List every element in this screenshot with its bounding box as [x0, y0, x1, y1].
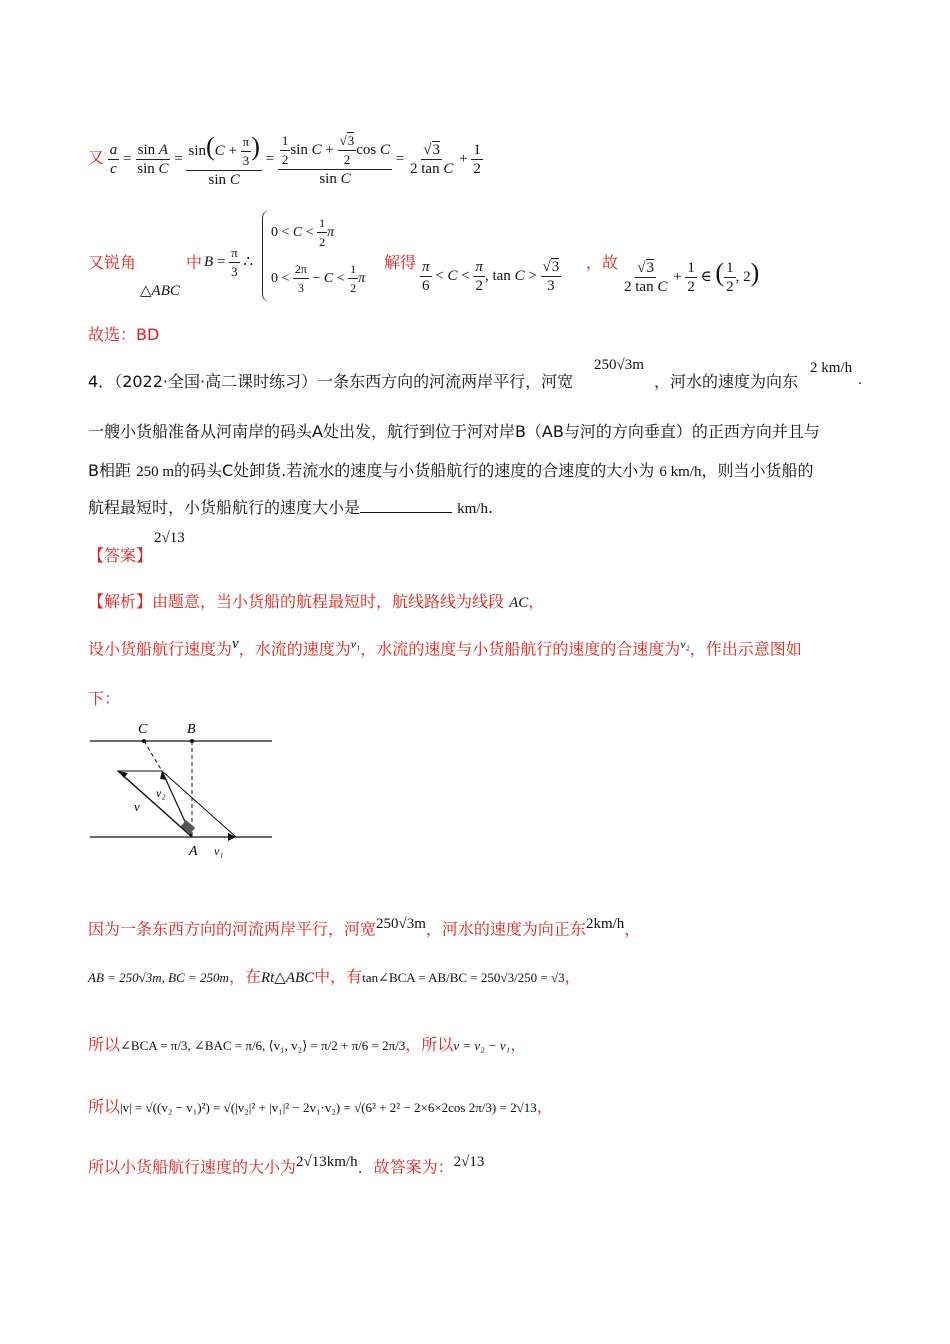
analysis-line-1: 【解析】由题意，当小货船的航程最短时，航线路线为线段 AC， [88, 592, 545, 611]
result-interval: $\frac{√3}{\text{2 tan C}}$ + $\frac{1}{2}$ ∈ ( $\frac{1}{2}$ , 2) [624, 258, 760, 296]
width-value: 250√3m [376, 916, 426, 932]
question-line-4: 航程最短时，小货船航行的速度大小是 km/h. [88, 498, 494, 517]
rt-triangle: Rt△ABC [260, 970, 315, 986]
frac-final: $\frac{√3}{\text{2 tan C}}$ [410, 142, 454, 178]
final-answer: 2√13 [453, 1154, 485, 1170]
answer-label: 【答案】 [88, 546, 153, 565]
result-range: $\frac{\pi}{6}$ < C < $\frac{\pi}{2}$ , tan C > $\frac{√3}{3}$ [422, 259, 560, 294]
gu-label: ，故 [586, 253, 619, 272]
label-c: C [138, 722, 148, 737]
jiede-label: 解得 [384, 253, 417, 272]
inequality-system [262, 210, 365, 302]
triangle-abc: △ABC [140, 283, 180, 299]
ratio-equation: 又 $\frac{a}{c}$ = $\frac{\text{sin A}}{\text{sin C}}$ = sin(C + $\frac{\pi}{3}$ ) sin C = $\frac{1}{2}$ sin C + $\frac{√3}{2}$ cos C sin C = $\frac{√3}{\text{2 tan C}}$ + $\frac{1}{2}$ [88, 132, 481, 189]
analysis-label: 【解析】 [88, 592, 153, 611]
you-label: 又 [88, 147, 105, 167]
frac-half: $\frac{1}{2}$ [473, 142, 481, 178]
analysis-line-6: 所以|v| = √((v₂ − v₁)²) = √(|v₂|² + |v₁|² − 2v₁·v₂) = √(6² + 2² − 2×6×2cos 2π/3) = 2√13， [88, 1097, 553, 1116]
river-diagram [88, 715, 274, 865]
system-line-2: 0 < $\frac{2\pi}{3}$ − C < $\frac{1}{2}$ π [271, 262, 366, 296]
question-line-1: 4．（2022·全国·高二课时练习）一条东西方向的河流两岸平行，河宽 [88, 372, 574, 391]
symbol-v1: v₁ [350, 637, 361, 651]
angles-equation: ∠BCA = π/3, ∠BAC = π/6, ⟨v₁, v₂⟩ = π/2 + π/6 = 2π/3 [120, 1038, 406, 1053]
analysis-line-3: 因为一条东西方向的河流两岸平行，河宽$^{250√3m}$，河水的速度为向正东$^{2km/h}$， [88, 916, 641, 939]
segment-ac: AC [509, 595, 529, 611]
label-a: A [189, 844, 198, 859]
frac-expanded: $\frac{1}{2}$ sin C + $\frac{√3}{2}$ cos C sin C [278, 132, 392, 188]
question-line-1b: ，河水的速度为向东 [654, 372, 799, 391]
question-source: （2022·全国·高二课时练习） [114, 372, 318, 391]
answer-value: 2√13 [154, 530, 185, 546]
river-diagram-svg [88, 715, 274, 865]
frac-sinA-sinC: $\frac{\text{sin A}}{\text{sin C}}$ [137, 142, 169, 178]
river-speed: 2 km/h [810, 360, 853, 376]
answer-blank [360, 498, 452, 513]
question-line-2: 一艘小货船准备从河南岸的码头A处出发，航行到位于河对岸B（AB与河的方向垂直）的正西方向并且与 [88, 422, 820, 441]
label-v: v [134, 799, 140, 814]
question-number: 4． [88, 372, 115, 391]
frac-sin-shift: sin(C + $\frac{\pi}{3}$ ) sin C [188, 132, 260, 189]
system-line-1: 0 < C < $\frac{1}{2}$ π [271, 216, 335, 250]
analysis-line-7: 所以小货船航行速度的大小为$^{2√13km/h}$．故答案为：$^{2√13}$ [88, 1154, 485, 1177]
zhong-label: 中 [186, 253, 203, 272]
symbol-v2: v₂ [680, 637, 690, 651]
label-v2: v₂ [156, 786, 166, 800]
label-b: B [187, 722, 196, 737]
magnitude-equation: |v| = √((v₂ − v₁)²) = √(|v₂|² + |v₁|² − 2v₁·v₂) = √(6² + 2² − 2×6×2cos 2π/3) = 2√13 [120, 1100, 537, 1115]
blank-unit: km/h [457, 501, 488, 517]
analysis-line-5: 所以∠BCA = π/3, ∠BAC = π/6, ⟨v₁, v₂⟩ = π/2 + π/6 = 2π/3，所以v = v₂ − v₁， [88, 1035, 527, 1054]
vector-relation: v = v₂ − v₁ [453, 1038, 511, 1053]
analysis-line-2b: 下： [88, 689, 121, 708]
speed-value: 2km/h [585, 916, 625, 932]
lengths-ab-bc: AB = 250√3m, BC = 250m [88, 970, 229, 985]
symbol-v: v [232, 636, 239, 652]
analysis-line-4: AB = 250√3m, BC = 250m，在Rt△ABC中，有tan∠BCA = AB/BC = 250√3/250 = √3， [88, 967, 581, 986]
analysis-line-2: 设小货船航行速度为$^v$，水流的速度为$^{v_1}$，水流的速度与小货船航行的速度的合速度为$^{v_2}$，作出示意图如 [88, 636, 802, 659]
question-line-3: B相距 250 m的码头C处卸货.若流水的速度与小货船航行的速度的合速度的大小为 6 km/h，则当小货船的 [88, 461, 814, 480]
river-width: 250√3m [594, 357, 644, 373]
label-v1: v₁ [214, 844, 224, 858]
final-speed: 2√13km/h [296, 1154, 358, 1170]
combined-speed: 6 km/h [659, 464, 702, 480]
frac-a-c: $\frac{a}{c}$ [109, 142, 118, 178]
distance-bc: 250 m [136, 464, 174, 480]
choice-answer: 故选：BD [88, 325, 160, 344]
question-period: . [858, 372, 862, 388]
acute-label: 又锐角 [88, 253, 137, 272]
tan-bca: tan∠BCA = AB/BC = 250√3/250 = √3 [362, 970, 565, 985]
cond-b: B = $\frac{\pi}{3}$ ∴ [204, 245, 254, 279]
